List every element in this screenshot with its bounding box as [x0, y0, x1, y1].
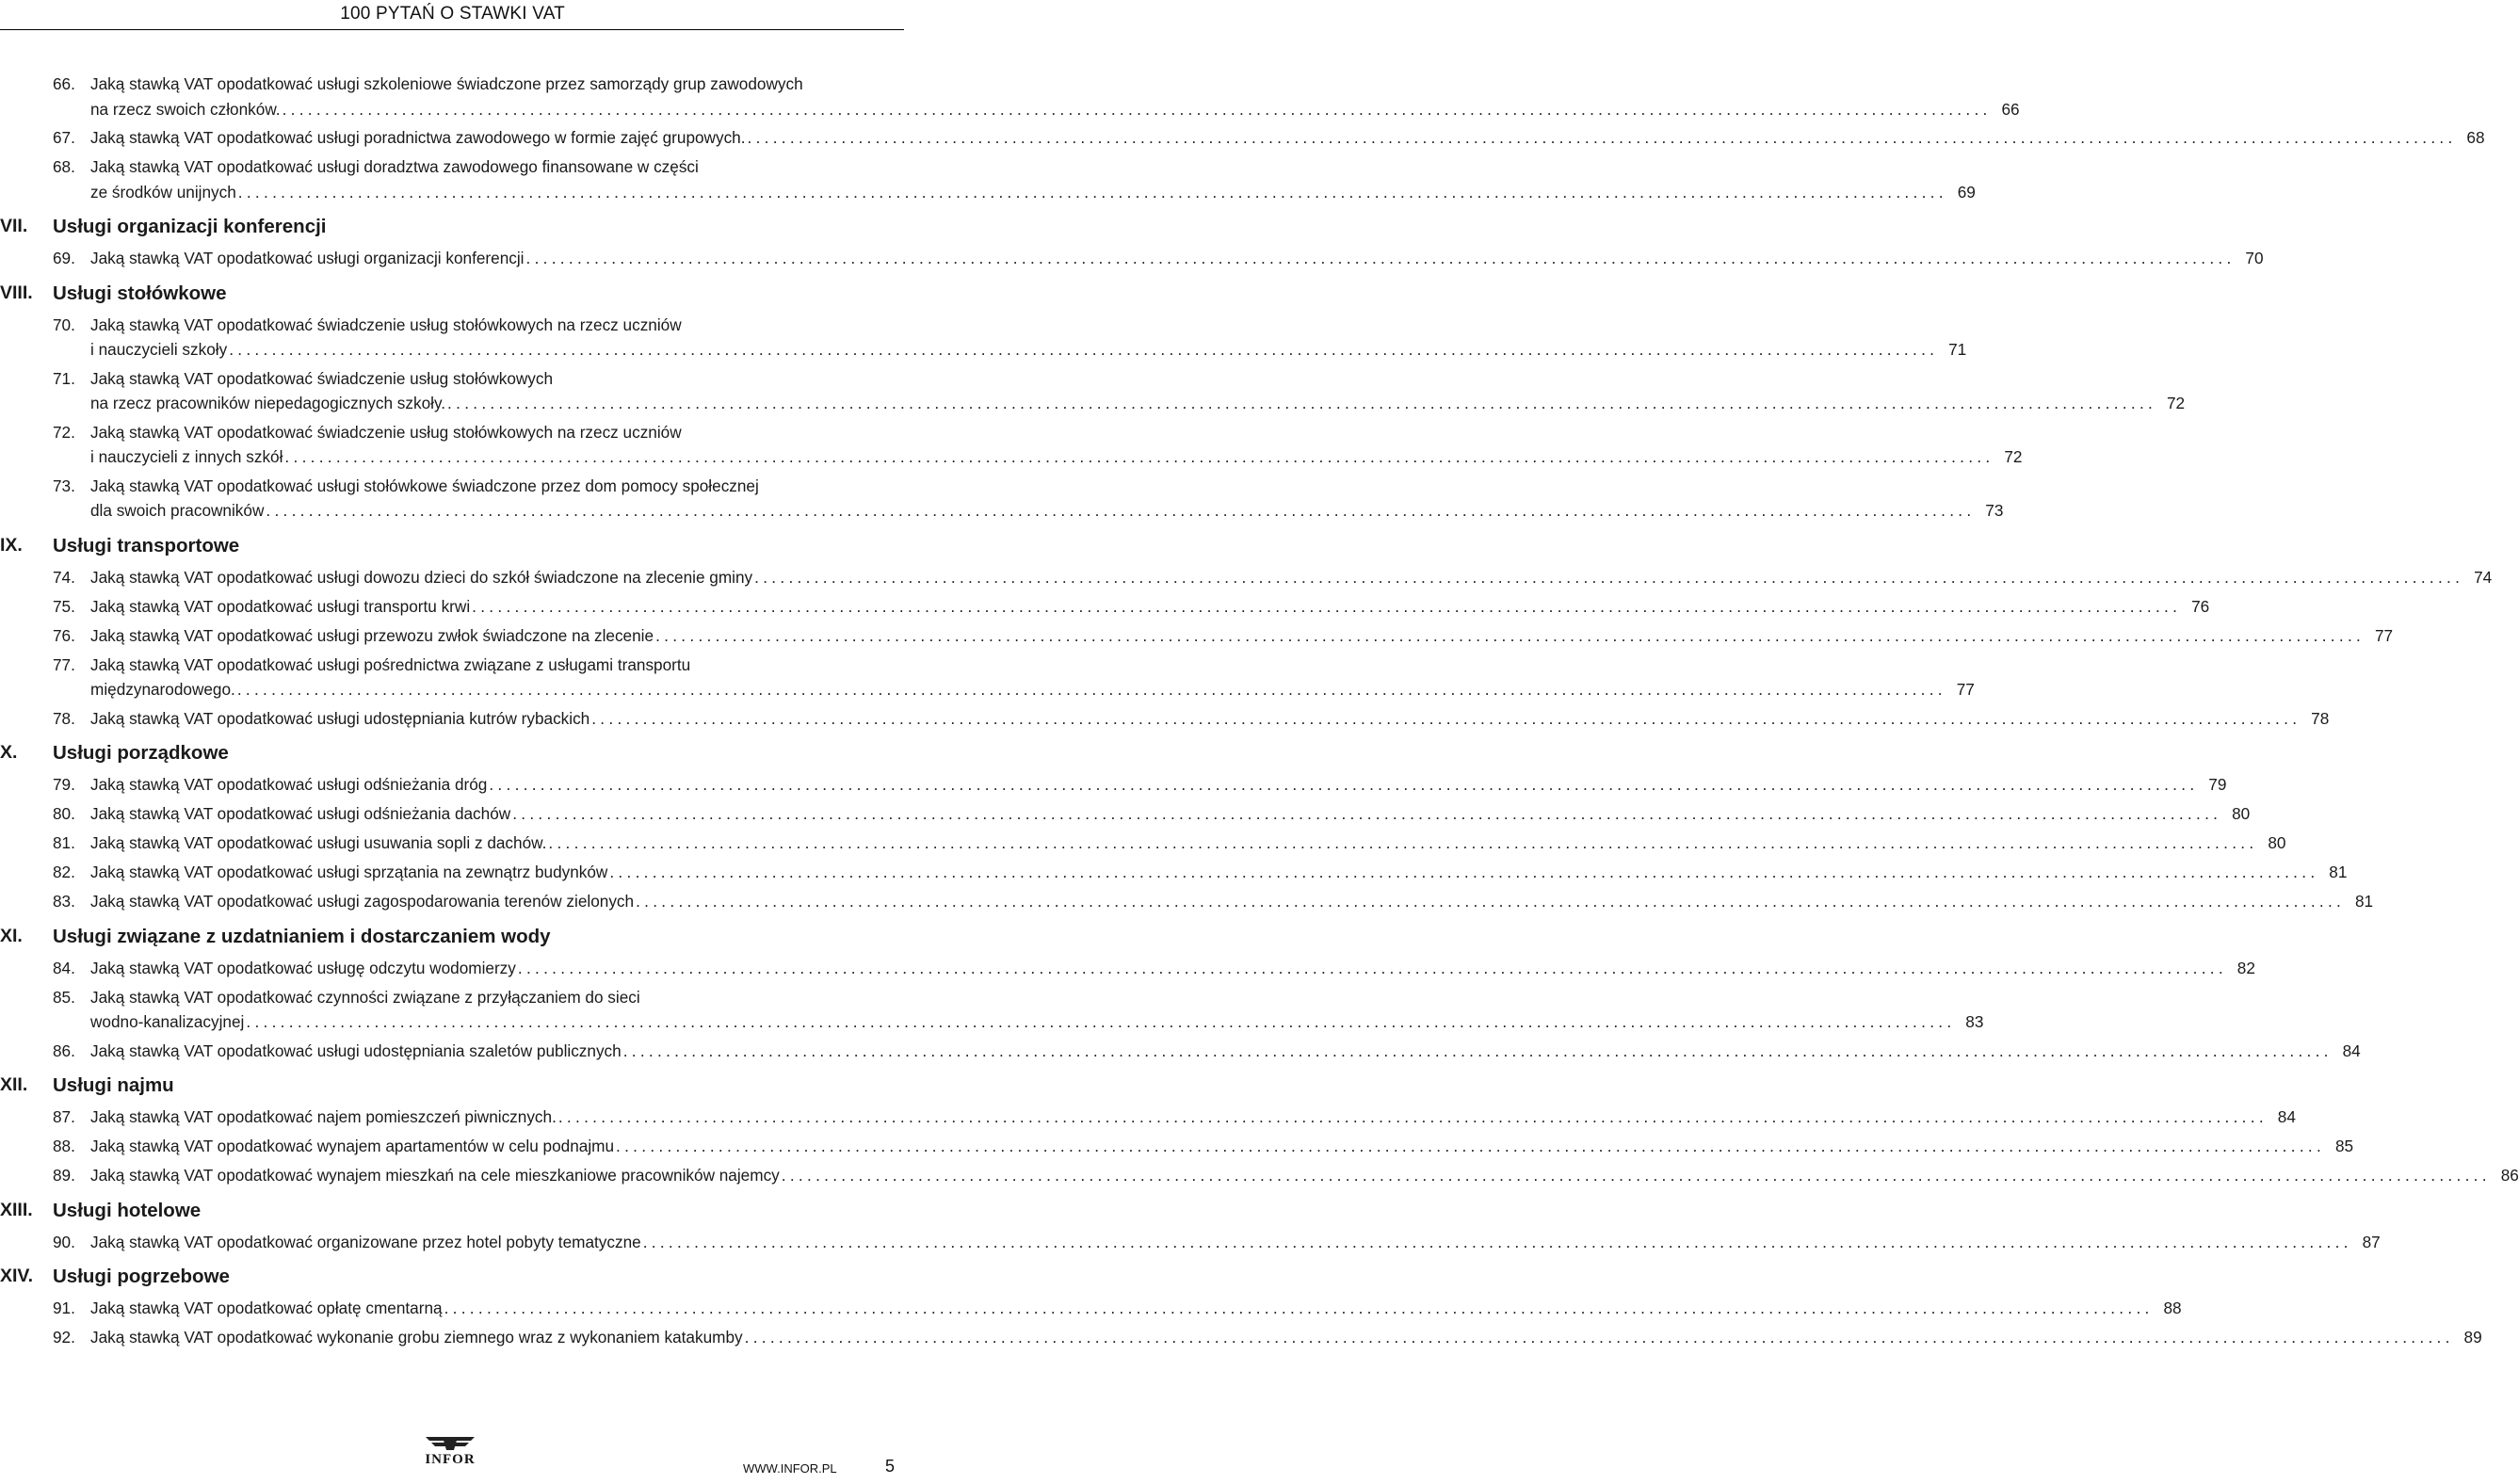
toc-section-heading	[0, 214, 904, 242]
toc-section-heading	[0, 1073, 904, 1101]
entry-page-number[interactable]: 84	[2342, 1040, 2361, 1060]
section-roman-numeral: XII.	[0, 1074, 28, 1095]
toc-entry[interactable]	[53, 801, 2251, 827]
entry-number: 66.	[53, 74, 75, 93]
entry-text-line: Jaką stawką VAT opodatkować usługi przewozu zwłok świadczone na zlecenie	[90, 625, 654, 645]
toc-entry[interactable]	[53, 1105, 2296, 1130]
entry-text-line: Jaką stawką VAT opodatkować usługi sprzątania na zewnątrz budynków	[90, 863, 608, 881]
entry-text-line: dla swoich pracowników	[90, 501, 265, 520]
entry-text-line: wodno-kanalizacyjnej	[90, 1012, 245, 1031]
entry-page-number[interactable]: 86	[2500, 1166, 2519, 1185]
toc-entry[interactable]	[53, 420, 2023, 470]
entry-text-line: Jaką stawką VAT opodatkować usługi zagospodarowania terenów zielonych	[90, 892, 635, 911]
entry-page-number[interactable]: 81	[2329, 863, 2348, 881]
toc-entry[interactable]	[53, 831, 2286, 856]
toc-entry[interactable]	[53, 565, 2493, 590]
entry-text-line: Jaką stawką VAT opodatkować opłatę cmentarną	[90, 1298, 443, 1317]
entry-number: 73.	[53, 476, 75, 495]
entry-number: 91.	[53, 1298, 75, 1317]
section-title: Usługi pogrzebowe	[53, 1266, 230, 1287]
entry-text-line: Jaką stawką VAT opodatkować usługi dowozu dzieci do szkół świadczone na zlecenie gminy	[90, 567, 753, 587]
entry-page-number[interactable]: 74	[2474, 567, 2493, 587]
entry-page-number[interactable]: 72	[2166, 394, 2186, 412]
entry-number: 78.	[53, 708, 75, 728]
entry-number: 68.	[53, 157, 75, 176]
running-title: 100 PYTAŃ O STAWKI VAT	[340, 4, 565, 24]
entry-number: 88.	[53, 1137, 75, 1155]
entry-number: 82.	[53, 863, 75, 881]
entry-text-line: Jaką stawką VAT opodatkować świadczenie usług stołówkowych na rzecz uczniów	[90, 315, 682, 334]
section-roman-numeral: VIII.	[0, 282, 33, 303]
entry-page-number[interactable]: 80	[2268, 833, 2286, 852]
dot-leader: ........................................................................................................................................................................................................	[282, 99, 1992, 119]
dot-leader: ........................................................................................................................................................................................................	[444, 1298, 2154, 1317]
toc-section-heading	[0, 1198, 904, 1226]
entry-text-line: Jaką stawką VAT opodatkować usługi transportu krwi	[90, 596, 471, 616]
dot-leader: ........................................................................................................................................................................................................	[591, 708, 2301, 728]
section-title: Usługi transportowe	[53, 534, 240, 556]
entry-number: 75.	[53, 596, 75, 616]
section-roman-numeral: X.	[0, 742, 18, 763]
toc-entry[interactable]	[53, 366, 2186, 416]
toc-entry[interactable]	[53, 623, 2394, 649]
entry-page-number[interactable]: 78	[2311, 708, 2330, 728]
entry-text-line: Jaką stawką VAT opodatkować organizowane przez hotel pobyty tematyczne	[90, 1232, 641, 1251]
entry-text-line: Jaką stawką VAT opodatkować najem pomieszczeń piwnicznych.	[90, 1107, 557, 1126]
dot-leader: ........................................................................................................................................................................................................	[266, 501, 1976, 520]
entry-page-number[interactable]: 83	[1965, 1012, 1984, 1031]
toc-entry[interactable]	[53, 653, 1975, 702]
entry-text-line: i nauczycieli z innych szkół	[90, 447, 283, 466]
toc-entry[interactable]	[53, 125, 2485, 151]
dot-leader: ........................................................................................................................................................................................................	[548, 833, 2258, 852]
entry-text-line: Jaką stawką VAT opodatkować usługi odśnieżania dróg	[90, 775, 488, 794]
entry-text-line: na rzecz swoich członków.	[90, 99, 281, 119]
section-title: Usługi najmu	[53, 1074, 174, 1096]
entry-number: 72.	[53, 422, 75, 442]
entry-text-line: międzynarodowego.	[90, 680, 235, 699]
dot-leader: ........................................................................................................................................................................................................	[754, 567, 2464, 587]
dot-leader: ........................................................................................................................................................................................................	[525, 249, 2236, 267]
entry-number: 81.	[53, 833, 75, 852]
entry-text-line: Jaką stawką VAT opodatkować usługi organizacji konferencji	[90, 249, 525, 267]
entry-text-line: Jaką stawką VAT opodatkować świadczenie usług stołówkowych	[90, 368, 554, 388]
entry-text-line: Jaką stawką VAT opodatkować usługi pośrednictwa związane z usługami transportu	[90, 654, 691, 674]
section-title: Usługi stołówkowe	[53, 282, 227, 304]
toc-entry[interactable]	[53, 889, 2374, 914]
toc-entry[interactable]	[53, 474, 2004, 524]
dot-leader: ........................................................................................................................................................................................................	[284, 447, 1994, 466]
toc-entry[interactable]	[53, 1039, 2361, 1064]
dot-leader: ........................................................................................................................................................................................................	[512, 804, 2222, 823]
section-title: Usługi porządkowe	[53, 742, 229, 764]
entry-text-line: Jaką stawką VAT opodatkować usługę odczytu wodomierzy	[90, 958, 516, 977]
toc-entry[interactable]	[53, 956, 2255, 981]
entry-text-line: Jaką stawką VAT opodatkować usługi stołówkowe świadczone przez dom pomocy społecznej	[90, 476, 759, 495]
section-title: Usługi związane z uzdatnianiem i dostarczaniem wody	[53, 925, 551, 947]
entry-number: 83.	[53, 892, 75, 911]
section-roman-numeral: XIII.	[0, 1199, 33, 1220]
dot-leader: ........................................................................................................................................................................................................	[447, 394, 2157, 412]
entry-number: 92.	[53, 1328, 75, 1347]
entry-text-line: Jaką stawką VAT opodatkować usługi poradnictwa zawodowego w formie zajęć grupowych.	[90, 128, 746, 147]
toc-entry[interactable]	[53, 772, 2227, 798]
entry-page-number[interactable]: 82	[2236, 958, 2255, 977]
toc-entry[interactable]	[53, 1163, 2519, 1188]
entry-number: 85.	[53, 987, 75, 1007]
footer-url: WWW.INFOR.PL	[743, 1461, 837, 1476]
running-header	[0, 0, 904, 30]
dot-leader: ........................................................................................................................................................................................................	[489, 775, 2199, 794]
toc-entry[interactable]	[53, 313, 1967, 363]
dot-leader: ........................................................................................................................................................................................................	[517, 958, 2227, 977]
entry-page-number[interactable]: 77	[2374, 625, 2394, 645]
entry-text-line: i nauczycieli szkoły	[90, 340, 228, 359]
dot-leader: ........................................................................................................................................................................................................	[642, 1232, 2352, 1251]
section-roman-numeral: IX.	[0, 534, 23, 556]
entry-page-number[interactable]: 79	[2208, 775, 2227, 794]
entry-text-line: Jaką stawką VAT opodatkować usługi odśnieżania dachów	[90, 804, 511, 823]
entry-page-number[interactable]: 70	[2245, 249, 2264, 267]
entry-number: 71.	[53, 368, 75, 388]
toc-entry[interactable]	[53, 706, 2330, 732]
entry-page-number[interactable]: 76	[2191, 596, 2210, 616]
logo-wing-icon	[426, 1437, 475, 1450]
section-roman-numeral: VII.	[0, 216, 28, 236]
entry-page-number[interactable]: 71	[1948, 340, 1967, 359]
entry-text-line: Jaką stawką VAT opodatkować wynajem apartamentów w celu podnajmu	[90, 1137, 615, 1155]
page-number: 5	[885, 1457, 896, 1476]
entry-number: 70.	[53, 315, 75, 334]
entry-text-line: Jaką stawką VAT opodatkować wykonanie grobu ziemnego wraz z wykonaniem katakumby	[90, 1328, 743, 1347]
entry-page-number[interactable]: 85	[2334, 1137, 2354, 1155]
logo-wordmark: INFOR	[425, 1452, 476, 1467]
dot-leader: ........................................................................................................................................................................................................	[557, 1107, 2268, 1126]
section-title: Usługi hotelowe	[53, 1199, 202, 1221]
dot-leader: ........................................................................................................................................................................................................	[236, 680, 1946, 699]
entry-number: 87.	[53, 1107, 75, 1126]
entry-number: 90.	[53, 1232, 75, 1251]
dot-leader: ........................................................................................................................................................................................................	[472, 596, 2182, 616]
section-title: Usługi organizacji konferencji	[53, 216, 327, 237]
entry-page-number[interactable]: 81	[2355, 892, 2374, 911]
dot-leader: ........................................................................................................................................................................................................	[246, 1012, 1956, 1031]
dot-leader: ........................................................................................................................................................................................................	[655, 625, 2366, 645]
entry-number: 79.	[53, 775, 75, 794]
toc-section-heading	[0, 1264, 904, 1292]
dot-leader: ........................................................................................................................................................................................................	[636, 892, 2346, 911]
entry-page-number[interactable]: 80	[2232, 804, 2251, 823]
table-of-contents	[0, 72, 2519, 1354]
entry-text-line: Jaką stawką VAT opodatkować usługi usuwania sopli z dachów.	[90, 833, 547, 852]
entry-text-line: Jaką stawką VAT opodatkować świadczenie usług stołówkowych na rzecz uczniów	[90, 422, 682, 442]
entry-text-line: Jaką stawką VAT opodatkować czynności związane z przyłączaniem do sieci	[90, 987, 640, 1007]
entry-number: 69.	[53, 249, 75, 267]
dot-leader: ........................................................................................................................................................................................................	[616, 1137, 2326, 1155]
entry-text-line: Jaką stawką VAT opodatkować usługi udostępniania szaletów publicznych	[90, 1040, 622, 1060]
dot-leader: ........................................................................................................................................................................................................	[744, 1328, 2454, 1347]
toc-section-heading	[0, 533, 904, 561]
toc-entry[interactable]	[53, 1134, 2354, 1159]
dot-leader: ........................................................................................................................................................................................................	[237, 182, 1947, 202]
toc-entry[interactable]	[53, 72, 2020, 121]
entry-number: 84.	[53, 958, 75, 977]
entry-page-number[interactable]: 68	[2466, 128, 2485, 147]
entry-text-line: na rzecz pracowników niepedagogicznych szkoły.	[90, 394, 446, 412]
toc-section-heading	[0, 924, 904, 952]
entry-page-number[interactable]: 88	[2163, 1298, 2182, 1317]
toc-section-heading	[0, 740, 904, 768]
entry-page-number[interactable]: 66	[2001, 99, 2020, 119]
entry-page-number[interactable]: 73	[1985, 501, 2004, 520]
entry-number: 76.	[53, 625, 75, 645]
entry-number: 74.	[53, 567, 75, 587]
toc-entry[interactable]	[53, 860, 2348, 885]
entry-page-number[interactable]: 89	[2463, 1328, 2482, 1347]
dot-leader: ........................................................................................................................................................................................................	[609, 863, 2319, 881]
toc-section-heading	[0, 281, 904, 309]
dot-leader: ........................................................................................................................................................................................................	[747, 128, 2457, 147]
entry-text-line: Jaką stawką VAT opodatkować usługi szkoleniowe świadczone przez samorządy grup zawodowych	[90, 74, 803, 93]
toc-entry[interactable]	[53, 1230, 2381, 1255]
entry-text-line: ze środków unijnych	[90, 182, 236, 202]
section-roman-numeral: XI.	[0, 925, 23, 946]
section-roman-numeral: XIV.	[0, 1266, 34, 1286]
entry-number: 67.	[53, 128, 75, 147]
toc-entry[interactable]	[53, 985, 1984, 1035]
infor-logo	[405, 1433, 495, 1467]
entry-page-number[interactable]: 87	[2362, 1232, 2381, 1251]
entry-page-number[interactable]: 69	[1957, 182, 1976, 202]
toc-entry[interactable]	[53, 594, 2210, 620]
entry-page-number[interactable]: 77	[1956, 680, 1975, 699]
entry-number: 80.	[53, 804, 75, 823]
dot-leader: ........................................................................................................................................................................................................	[781, 1166, 2491, 1185]
toc-entry[interactable]	[53, 1296, 2182, 1321]
dot-leader: ........................................................................................................................................................................................................	[622, 1040, 2333, 1060]
entry-number: 86.	[53, 1040, 75, 1060]
toc-entry[interactable]	[53, 154, 1976, 204]
entry-page-number[interactable]: 84	[2277, 1107, 2296, 1126]
dot-leader: ........................................................................................................................................................................................................	[229, 340, 1939, 359]
entry-number: 89.	[53, 1166, 75, 1185]
entry-text-line: Jaką stawką VAT opodatkować usługi doradztwa zawodowego finansowane w części	[90, 157, 699, 176]
entry-page-number[interactable]: 72	[2004, 447, 2023, 466]
toc-entry[interactable]	[53, 246, 2264, 271]
entry-text-line: Jaką stawką VAT opodatkować wynajem mieszkań na cele mieszkaniowe pracowników najemcy	[90, 1166, 780, 1185]
entry-text-line: Jaką stawką VAT opodatkować usługi udostępniania kutrów rybackich	[90, 708, 590, 728]
toc-entry[interactable]	[53, 1325, 2482, 1350]
entry-number: 77.	[53, 654, 75, 674]
